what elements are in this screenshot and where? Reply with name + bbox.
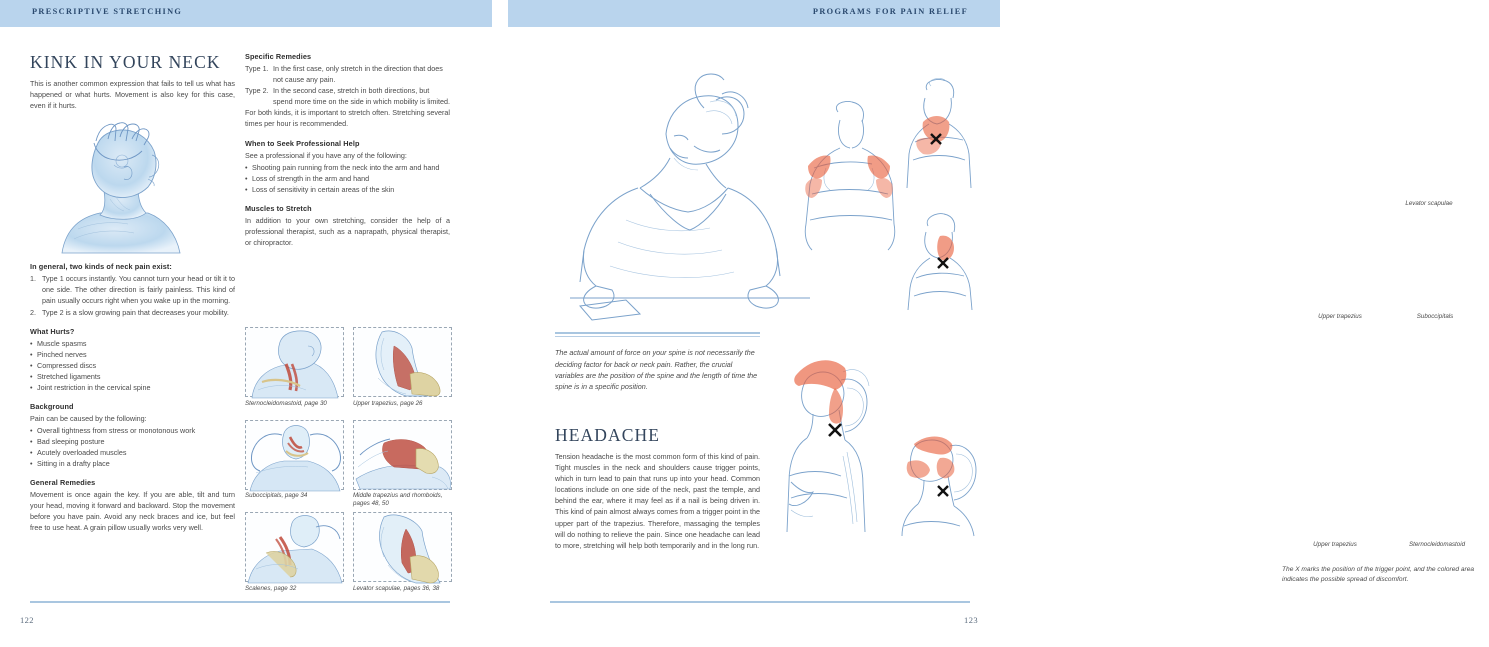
right-page-number: 123 (964, 615, 978, 625)
headache-section (555, 425, 760, 551)
suboccipitals-caption: Suboccipitals (1416, 313, 1454, 320)
when-to-seek-intro: See a professional if you have any of the following: (245, 150, 407, 160)
specific-remedies-heading: Specific Remedies (245, 52, 312, 61)
pullquote-rule-top (555, 332, 760, 334)
headache-title: HEADACHE (555, 425, 661, 445)
list-item: Type 1 occurs instantly. You cannot turn your head or tilt it to one side. The other direction is fairly painless. This kind of pain usually occurs right when you wake up in the morning. (42, 274, 235, 306)
levator-scapulae-illustration (895, 78, 979, 188)
levator-scapulae-caption: Levator scapulae (1405, 200, 1453, 207)
levator-scapulae-svg (895, 78, 979, 188)
left-page-number: 122 (20, 615, 34, 625)
desk-posture-svg (570, 70, 810, 320)
figure-caption: Sternocleidomastoid, page 30 (245, 399, 327, 407)
two-kinds-list (30, 273, 235, 317)
figure-cell (245, 327, 344, 418)
type-2-row (245, 85, 450, 107)
headache-text: Tension headache is the most common form of this kind of pain. Tight muscles in the neck and shoulders cause trigger points, which in turn lead to pain that runs up into your head. Common locations include on one side of the neck, past the temple, and behind the ear, where it may feel as if a nail is being driven in. This kind of pain almost always comes from a trigger point in the upper part of the trapezius. Therefore, massaging the temples will do nothing to relieve the pain. Since one headache can lead to more, stretching will help both temporarily and in the long run. (555, 452, 760, 550)
upper-trapezius-side-svg (785, 352, 885, 532)
figure-cell (245, 512, 344, 603)
list-item: • Joint restriction in the cervical spine (30, 382, 235, 393)
figure-caption: Upper trapezius, page 26 (353, 399, 423, 407)
figure-cell (353, 512, 452, 603)
figure-frame (353, 327, 452, 397)
type-remedies-list (245, 63, 450, 107)
figure-caption: Suboccipitals, page 34 (245, 492, 308, 499)
type-1-text: In the first case, only stretch in the direction that does not cause any pain. (273, 64, 443, 85)
scalenes-figure-icon (246, 513, 345, 583)
figure-cell (353, 420, 452, 511)
type-2-text: In the second case, stretch in both directions, but spend more time on the side in which mobility is limited. (273, 86, 450, 107)
upper-trapezius-side-illustration (785, 352, 885, 532)
pullquote-text: The actual amount of force on your spine is not necessarily the deciding factor for back or neck pain. Rather, the crucial variables are the position of the spine and the length of time the spine is in a specific position. (555, 348, 758, 391)
type-1-row (245, 63, 450, 85)
pullquote-rule-bottom (555, 336, 760, 337)
right-running-head: PROGRAMS FOR PAIN RELIEF (812, 7, 968, 16)
background-list (30, 425, 235, 469)
figure-cell (353, 327, 452, 418)
upper-trapezius-bottom-caption: Upper trapezius (1313, 541, 1357, 548)
type-1-label: Type 1. (245, 64, 269, 73)
trigger-point-note: The X marks the position of the trigger point, and the colored area indicates the possible spread of discomfort. (1282, 566, 1475, 583)
left-bottom-rule (30, 601, 450, 603)
figure-frame (245, 512, 344, 582)
figure-caption: Middle trapezius and rhomboids, pages 48, 50 (353, 492, 443, 508)
background-intro: Pain can be caused by the following: (30, 413, 147, 423)
pull-quote (555, 332, 760, 392)
general-remedies-text: Movement is once again the key. If you are able, tilt and turn your head, moving it forward and backward. Stop the movement before you have pain. Avoid any neck braces and ice, but feel free to use heat. A grain pillow usually works very well. (30, 489, 235, 533)
levator-scapulae-figure-icon (354, 513, 453, 583)
stretch-figure-grid (245, 327, 453, 605)
when-to-seek-heading: When to Seek Professional Help (245, 138, 360, 148)
when-to-seek-list (245, 162, 450, 195)
neck-illustration-svg (52, 121, 202, 253)
intro-paragraph: This is another common expression that fails to tell us what has happened or what hurts. Movement is also key for this case, even if it hurts. (30, 79, 235, 111)
muscles-to-stretch-text: In addition to your own stretching, consider the help of a professional therapist, such as a naprapath, physical therapist, or chiropractor. (245, 215, 450, 247)
figure-row (245, 327, 453, 418)
figure-frame (245, 327, 344, 397)
neck-illustration (52, 121, 235, 253)
suboccipitals-illustration (898, 212, 982, 310)
both-kinds-text: For both kinds, it is important to stretch often. Stretching several times per hour is recommended. (245, 108, 450, 129)
upper-trapezius-front-illustration (800, 100, 898, 250)
sternocleidomastoid-figure-icon (246, 328, 345, 398)
right-bottom-rule (550, 601, 970, 603)
left-running-head: PRESCRIPTIVE STRETCHING (32, 7, 183, 16)
desk-posture-illustration (570, 70, 810, 320)
list-item: • Acutely overloaded muscles (30, 447, 235, 458)
list-item: • Compressed discs (30, 360, 235, 371)
list-item: Type 2 is a slow growing pain that decreases your mobility. (42, 307, 229, 317)
what-hurts-list (30, 338, 235, 393)
left-column-b (245, 52, 450, 248)
list-item: • Sitting in a drafty place (30, 458, 235, 469)
upper-trapezius-figure-icon (354, 328, 453, 398)
figure-cell (245, 420, 344, 511)
figure-frame (245, 420, 344, 490)
left-page (0, 0, 500, 647)
muscles-to-stretch-heading: Muscles to Stretch (245, 203, 312, 213)
list-item: • Overall tightness from stress or monotonous work (30, 425, 235, 436)
list-item: • Loss of sensitivity in certain areas of the skin (245, 184, 450, 195)
trigger-point-x-marker (829, 424, 841, 436)
figure-frame (353, 420, 452, 490)
figure-frame (353, 512, 452, 582)
list-item: • Loss of strength in the arm and hand (245, 173, 450, 184)
list-item: • Muscle spasms (30, 338, 235, 349)
figure-row (245, 512, 453, 603)
figure-caption: Levator scapulae, pages 36, 38 (353, 584, 440, 592)
background-heading: Background (30, 401, 74, 411)
figure-caption: Scalenes, page 32 (245, 584, 297, 592)
list-item: • Stretched ligaments (30, 371, 235, 382)
what-hurts-heading: What Hurts? (30, 326, 75, 336)
suboccipitals-figure-icon (246, 421, 345, 491)
middle-trapezius-rhomboids-figure-icon (354, 421, 453, 491)
list-item: • Shooting pain running from the neck into the arm and hand (245, 162, 450, 173)
sternocleidomastoid-caption: Sternocleidomastoid (1408, 541, 1466, 548)
sternocleidomastoid-svg (898, 418, 990, 536)
sternocleidomastoid-illustration (898, 418, 990, 536)
trigger-point-x-marker (938, 486, 948, 496)
upper-trapezius-top-caption: Upper trapezius (1318, 313, 1362, 320)
two-kinds-heading: In general, two kinds of neck pain exist: (30, 262, 172, 272)
left-column-a (30, 52, 235, 533)
figure-row (245, 420, 453, 511)
list-item: • Pinched nerves (30, 349, 235, 360)
general-remedies-heading: General Remedies (30, 477, 96, 487)
page-title: KINK IN YOUR NECK (30, 52, 221, 72)
right-page (500, 0, 1475, 647)
suboccipitals-svg (898, 212, 982, 310)
type-2-label: Type 2. (245, 86, 269, 96)
upper-trapezius-front-svg (800, 100, 898, 250)
list-item: • Bad sleeping posture (30, 436, 235, 447)
